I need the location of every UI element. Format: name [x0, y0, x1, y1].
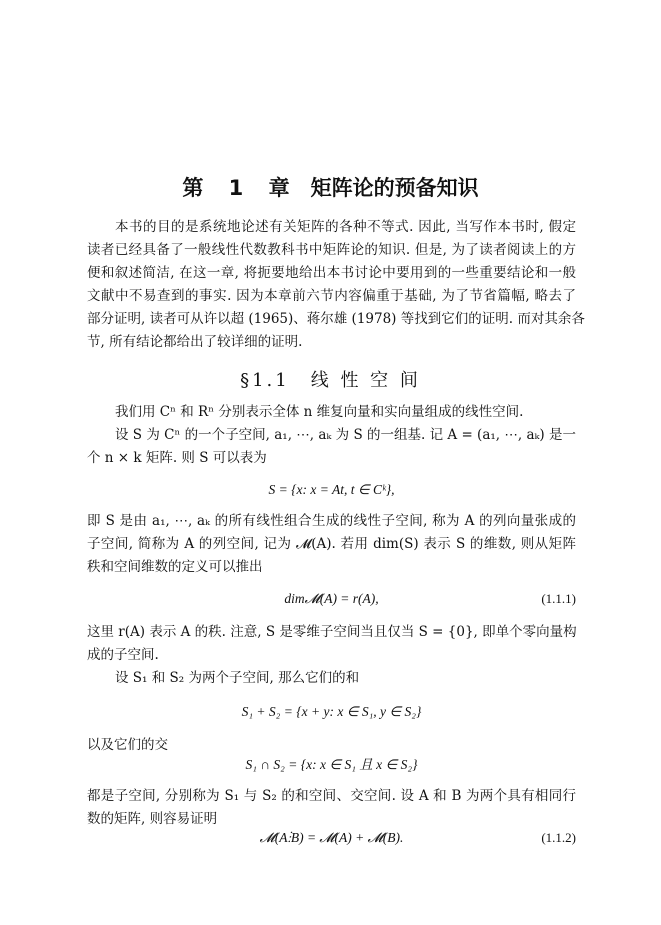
text-line: 我们用 Cⁿ 和 Rⁿ 分别表示全体 n 维复向量和实向量组成的线性空间. — [115, 404, 524, 420]
equation: S₁ ∩ S₂ = {x: x ∈ S₁ 且 x ∈ S₂} — [245, 757, 418, 772]
text-line: 即 S 是由 a₁, ⋯, aₖ 的所有线性组合生成的线性子空间, 称为 A 的列向量张成的 — [87, 513, 576, 529]
equation-number: (1.1.1) — [541, 591, 576, 606]
intro-line: 便和叙述简洁, 在这一章, 将扼要地给出本书讨论中要用到的一些重要结论和一般 — [87, 265, 576, 281]
equation: dim𝓜(A) = r(A), — [284, 591, 379, 606]
intro-line: 读者已经具备了一般线性代数教科书中矩阵论的知识. 但是, 为了读者阅读上的方 — [87, 242, 576, 258]
text-line: 成的子空间. — [87, 647, 159, 663]
equation: S₁ + S₂ = {x + y: x ∈ S₁, y ∈ S₂} — [241, 704, 422, 719]
text-line: 个 n × k 矩阵. 则 S 可以表为 — [87, 450, 267, 466]
text-line: 秩和空间维数的定义可以推出 — [87, 559, 263, 575]
text-line: 以及它们的交 — [87, 737, 168, 753]
text-line: 数的矩阵, 则容易证明 — [87, 811, 218, 827]
equation-number: (1.1.2) — [541, 830, 576, 845]
text-line: 设 S₁ 和 S₂ 为两个子空间, 那么它们的和 — [115, 670, 360, 686]
intro-line: 本书的目的是系统地论述有关矩阵的各种不等式. 因此, 当写作本书时, 假定 — [115, 219, 576, 235]
intro-line: 文献中不易查到的事实. 因为本章前六节内容偏重于基础, 为了节省篇幅, 略去了 — [87, 288, 576, 304]
equation: 𝓜(A⋮B) = 𝓜(A) + 𝓜(B). — [259, 830, 404, 845]
text-line: 这里 r(A) 表示 A 的秩. 注意, S 是零维子空间当且仅当 S = {0}, 即单个零向量构 — [87, 624, 577, 640]
intro-line: 节, 所有结论都给出了较详细的证明. — [87, 334, 303, 350]
intro-line: 部分证明, 读者可从许以超 (1965)、蒋尔雄 (1978) 等找到它们的证明. 而对其余各 — [87, 311, 585, 327]
text-line: 子空间, 简称为 A 的列空间, 记为 𝓜(A). 若用 dim(S) 表示 S 的维数, 则从矩阵 — [87, 536, 576, 552]
text-line: 设 S 为 Cⁿ 的一个子空间, a₁, ⋯, aₖ 为 S 的一组基. 记 A = (a₁, ⋯, aₖ) 是一 — [115, 427, 576, 443]
text-line: 都是子空间, 分别称为 S₁ 与 S₂ 的和空间、交空间. 设 A 和 B 为两个具有相同行 — [87, 788, 576, 804]
equation: S = {x: x = At, t ∈ Cᵏ}, — [268, 482, 395, 497]
section-title: §1.1 线 性 空 间 — [240, 370, 421, 391]
chapter-title: 第 1 章 矩阵论的预备知识 — [182, 176, 479, 200]
